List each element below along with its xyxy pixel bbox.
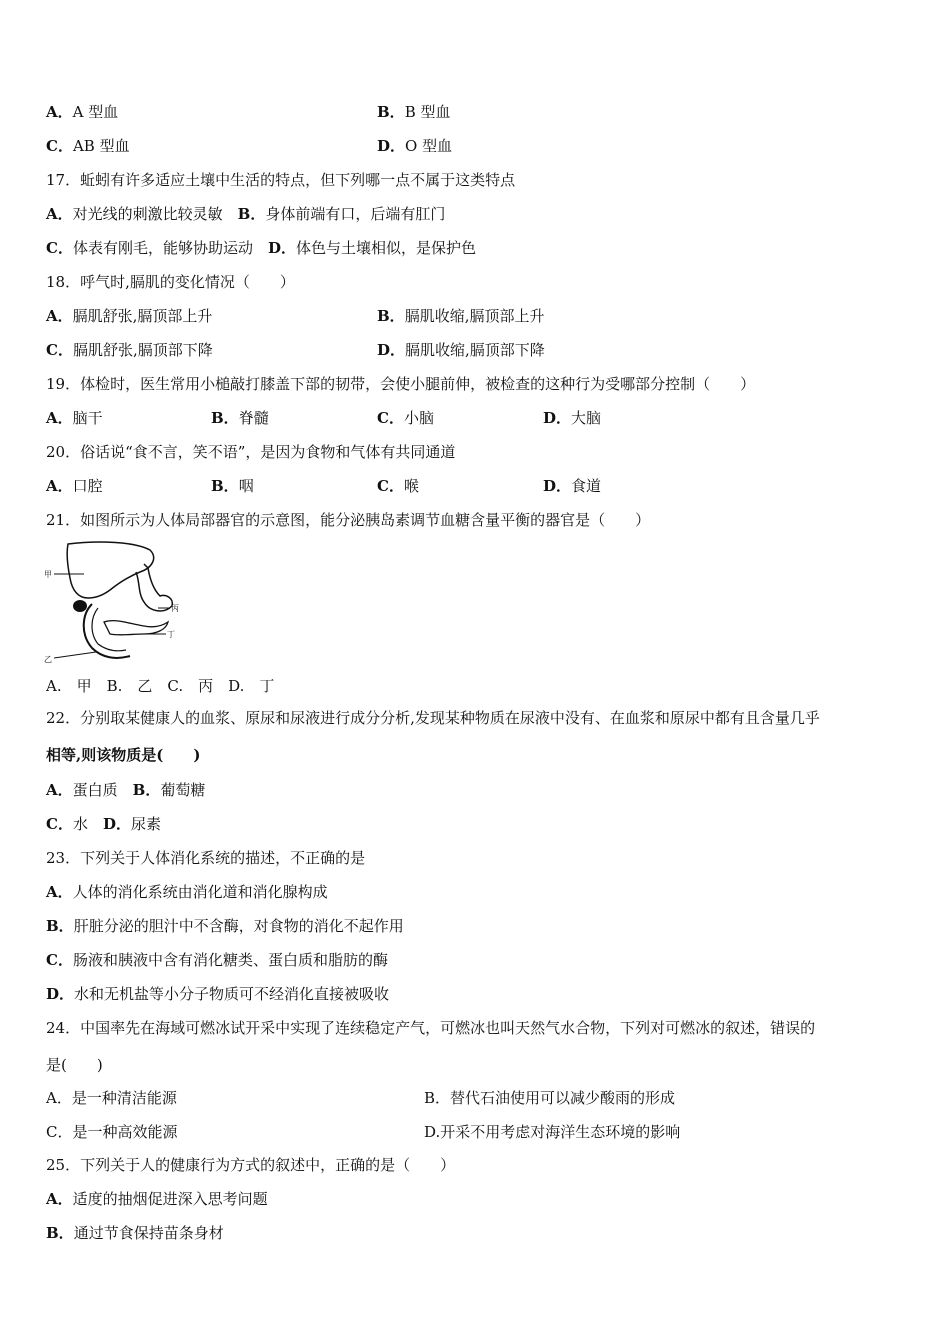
q23-stem: 23．下列关于人体消化系统的描述，不正确的是 (46, 849, 366, 867)
q24-stem-line2: 是( ) (46, 1056, 103, 1074)
q23-option-b: B．肝脏分泌的胆汁中不含酶，对食物的消化不起作用 (46, 917, 404, 935)
q23-option-c: C．肠液和胰液中含有消化糖类、蛋白质和脂肪的酶 (46, 951, 388, 969)
label-bing: 丙 (171, 604, 179, 613)
q23-option-d: D．水和无机盐等小分子物质可不经消化直接被吸收 (46, 985, 390, 1003)
q24-option-a: A．是一种清洁能源 (46, 1089, 177, 1107)
q22-options-cd: C．水 D．尿素 (46, 815, 162, 833)
q16-option-d: D．O 型血 (377, 137, 453, 155)
q16-option-c: C．AB 型血 (46, 137, 130, 155)
q22-stem-line2: 相等,则该物质是( ) (46, 746, 201, 764)
q16-option-b: B．B 型血 (377, 103, 451, 121)
liver-shape (67, 542, 153, 598)
duodenum-inner-shape (92, 608, 126, 651)
q24-option-b: B．替代石油使用可以减少酸雨的形成 (424, 1089, 676, 1107)
q22-options-ab: A．蛋白质 B．葡萄糖 (46, 781, 206, 799)
gallbladder-shape (73, 600, 87, 612)
organ-diagram-svg (40, 538, 190, 666)
q18-option-a: A．膈肌舒张,膈顶部上升 (46, 307, 213, 325)
duodenum-shape (84, 604, 130, 658)
q19-option-c: C．小脑 (377, 409, 434, 427)
q20-option-a: A．口腔 (46, 477, 103, 495)
q22-stem-line1: 22．分别取某健康人的血浆、原尿和尿液进行成分分析,发现某种物质在尿液中没有、在血浆和原尿中都有且含量几乎 (46, 709, 820, 727)
q23-option-a: A．人体的消化系统由消化道和消化腺构成 (46, 883, 328, 901)
q16-option-a: A．A 型血 (46, 103, 119, 121)
q17-stem: 17．蚯蚓有许多适应土壤中生活的特点，但下列哪一点不属于这类特点 (46, 171, 516, 189)
q21-options: A. 甲 B. 乙 C. 丙 D. 丁 (46, 677, 275, 695)
label-jia: 甲 (44, 570, 52, 579)
q19-option-b: B．脊髓 (211, 409, 269, 427)
q18-option-d: D．膈肌收缩,膈顶部下降 (377, 341, 545, 359)
q17-options-cd: C．体表有刚毛，能够协助运动 D．体色与土壤相似，是保护色 (46, 239, 477, 257)
q18-stem: 18．呼气时,膈肌的变化情况（ ） (46, 273, 295, 291)
label-line-yi (54, 652, 96, 658)
q20-option-c: C．喉 (377, 477, 419, 495)
q20-option-d: D．食道 (543, 477, 602, 495)
q19-option-a: A．脑干 (46, 409, 103, 427)
q19-stem: 19．体检时，医生常用小槌敲打膝盖下部的韧带，会使小腿前伸，被检查的这种行为受哪部分控制（ ） (46, 375, 756, 393)
q25-stem: 25．下列关于人的健康行为方式的叙述中，正确的是（ ） (46, 1156, 456, 1174)
organ-diagram (40, 538, 190, 666)
q21-stem: 21．如图所示为人体局部器官的示意图，能分泌胰岛素调节血糖含量平衡的器官是（ ） (46, 511, 651, 529)
q24-option-d: D.开采不用考虑对海洋生态环境的影响 (424, 1123, 681, 1141)
q18-option-c: C．膈肌舒张,膈顶部下降 (46, 341, 213, 359)
label-ding: 丁 (167, 630, 175, 639)
q24-stem-line1: 24．中国率先在海域可燃冰试开采中实现了连续稳定产气，可燃冰也叫天然气水合物，下列对可燃冰的叙述，错误的 (46, 1019, 816, 1037)
q25-option-b: B．通过节食保持苗条身材 (46, 1224, 224, 1242)
q17-options-ab: A．对光线的刺激比较灵敏 B．身体前端有口，后端有肛门 (46, 205, 446, 223)
q25-option-a: A．适度的抽烟促进深入思考问题 (46, 1190, 268, 1208)
q20-option-b: B．咽 (211, 477, 254, 495)
q19-option-d: D．大脑 (543, 409, 602, 427)
q18-option-b: B．膈肌收缩,膈顶部上升 (377, 307, 545, 325)
pancreas-shape (104, 621, 168, 635)
label-yi: 乙 (44, 655, 52, 664)
q24-option-c: C．是一种高效能源 (46, 1123, 178, 1141)
q20-stem: 20．俗话说“食不言，笑不语”，是因为食物和气体有共同通道 (46, 443, 456, 461)
